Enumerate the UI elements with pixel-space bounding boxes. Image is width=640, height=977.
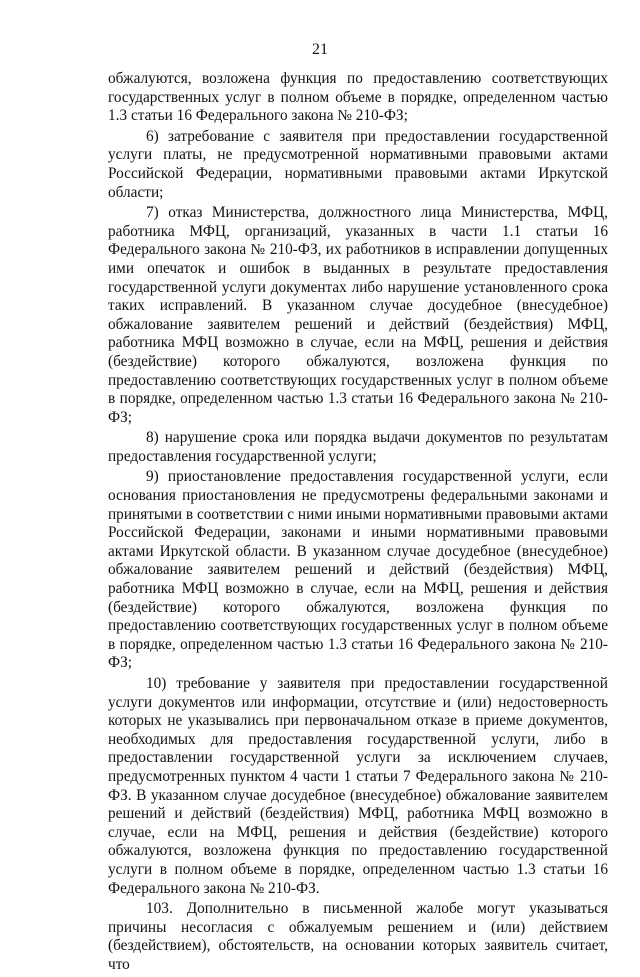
- paragraph-continuation: обжалуются, возложена функция по предоставлению соответствующих государственных услуг в полном объеме в порядке, определенном частью 1.3 статьи 16 Федерального закона № 210-ФЗ;: [108, 70, 608, 125]
- paragraph-item-6: 6) затребование с заявителя при предоставлении государственной услуги платы, не предусмотренной нормативными правовыми актами Российской Федерации, нормативными правовыми актами Иркутской области;: [108, 127, 608, 201]
- paragraph-item-10: 10) требование у заявителя при предоставлении государственной услуги документов или информации, отсутствие и (или) недостоверность которых не указывались при первоначальном отказе в приеме документов, необходимых для предоставления государственной услуги, либо в предоставлении государственной услуги за исключением случаев, предусмотренных пунктом 4 части 1 статьи 7 Федерального закона № 210-ФЗ. В указанном случае досудебное (внесудебное) обжалование заявителем решений и действий (бездействия) МФЦ, работника МФЦ возможно в случае, если на МФЦ, решения и действия (бездействие) которого обжалуются, возложена функция по предоставлению государственной услуги в полном объеме в порядке, определенном частью 1.3 статьи 16 Федерального закона № 210-ФЗ.: [108, 675, 608, 897]
- document-body: [108, 70, 608, 977]
- paragraph-item-7: 7) отказ Министерства, должностного лица Министерства, МФЦ, работника МФЦ, организаций, указанных в части 1.1 статьи 16 Федерального закона № 210-ФЗ, их работников в исправлении допущенных ими опечаток и ошибок в выданных в результате предоставления государственной услуги документах либо нарушение установленного срока таких исправлений. В указанном случае досудебное (внесудебное) обжалование заявителем решений и действий (бездействия) МФЦ, работника МФЦ возможно в случае, если на МФЦ, решения и действия (бездействие) которого обжалуются, возложена функция по предоставлению соответствующих государственных услуг в полном объеме в порядке, определенном частью 1.3 статьи 16 Федерального закона № 210-ФЗ;: [108, 204, 608, 426]
- paragraph-item-8: 8) нарушение срока или порядка выдачи документов по результатам предоставления государственной услуги;: [108, 429, 608, 465]
- page-number: 21: [312, 41, 328, 58]
- paragraph-item-9: 9) приостановление предоставления государственной услуги, если основания приостановления не предусмотрены федеральными законами и принятыми в соответствии с ними иными нормативными правовыми актами Российской Федерации, законами и иными нормативными правовыми актами Иркутской области. В указанном случае досудебное (внесудебное) обжалование заявителем решений и действий (бездействия) МФЦ, работника МФЦ возможно в случае, если на МФЦ, решения и действия (бездействие) которого обжалуются, возложена функция по предоставлению соответствующих государственных услуг в полном объеме в порядке, определенном частью 1.3 статьи 16 Федерального закона № 210-ФЗ;: [108, 468, 608, 672]
- paragraph-clause-103: 103. Дополнительно в письменной жалобе могут указываться причины несогласия с обжалуемым решением и (или) действием (бездействием), обстоятельств, на основании которых заявитель считает, что: [108, 900, 608, 973]
